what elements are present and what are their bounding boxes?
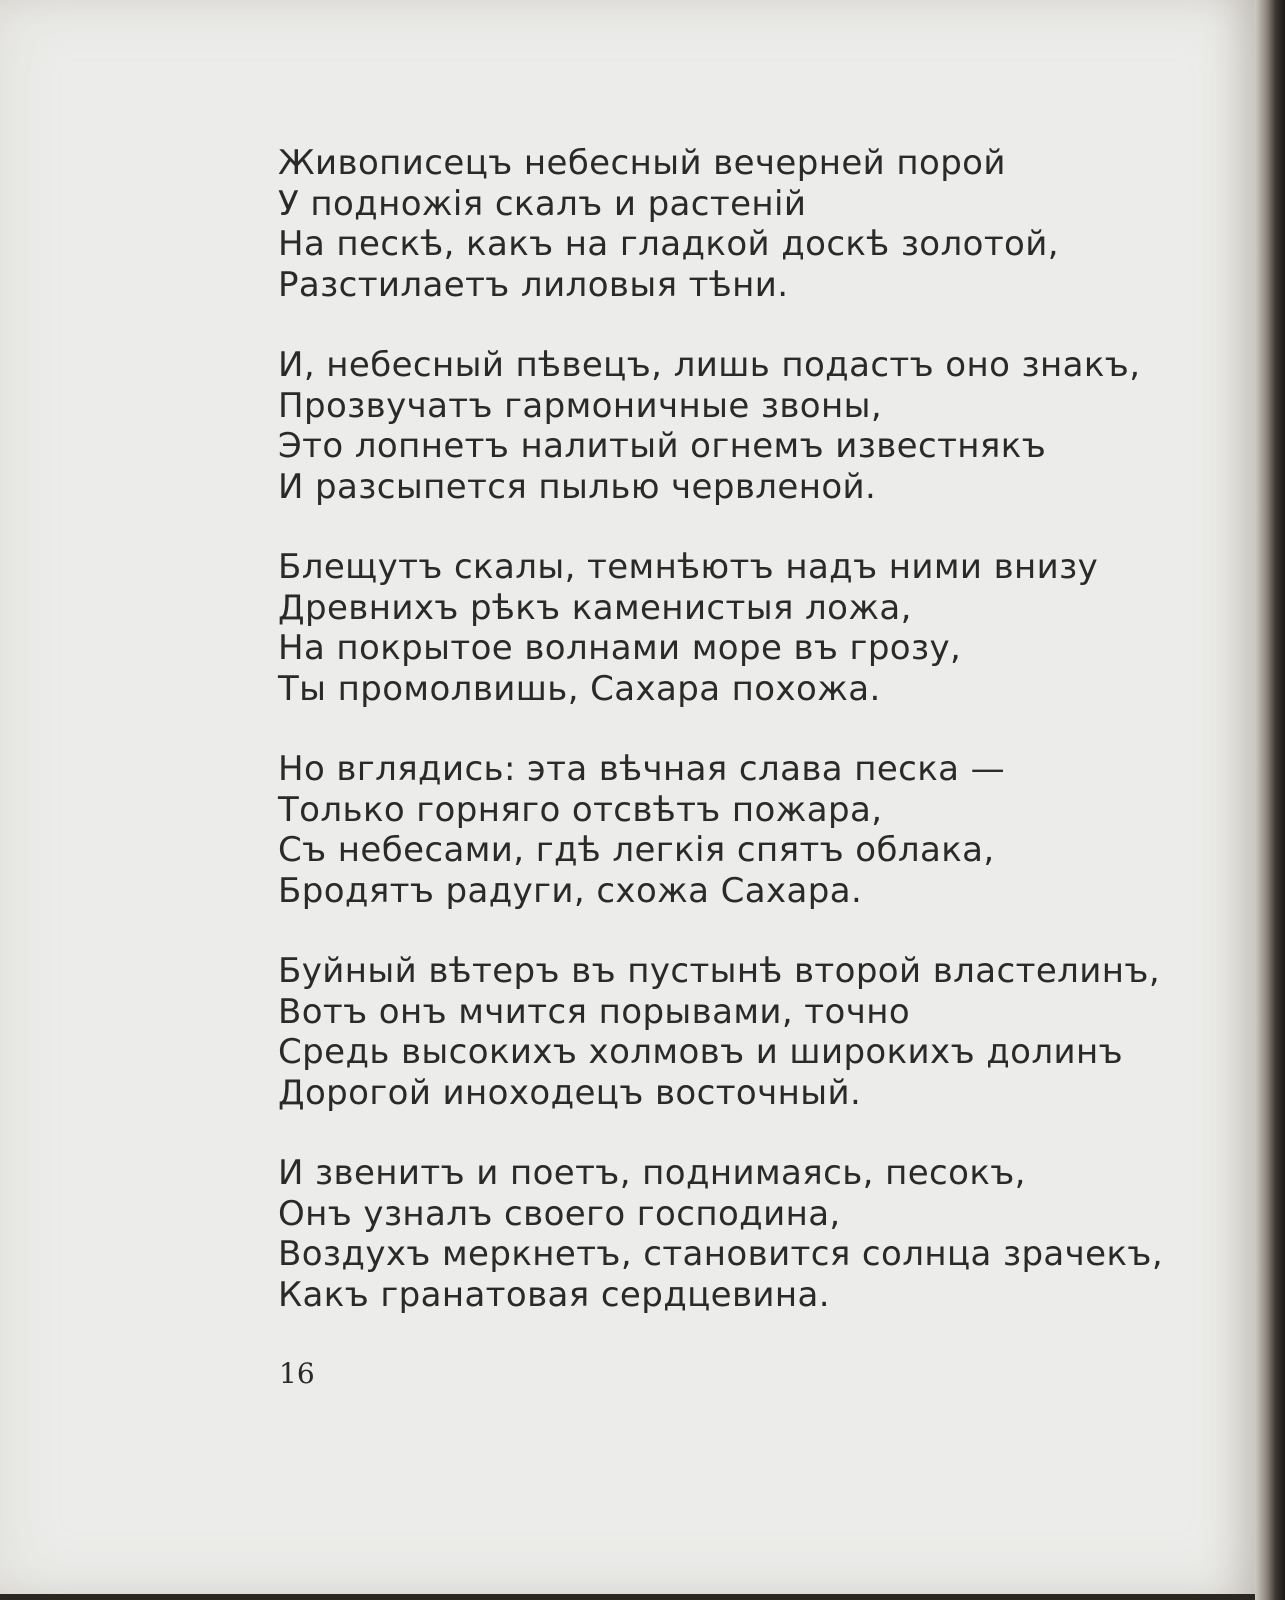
poem-line: Живописецъ небесный вечерней порой — [278, 143, 1006, 183]
poem-line: И звенитъ и поетъ, поднимаясь, песокъ, — [278, 1153, 1026, 1193]
poem-line: Дорогой иноходецъ восточный. — [278, 1072, 862, 1113]
poem-line: Бродятъ радуги, схожа Сахара. — [278, 870, 863, 911]
stanza — [278, 143, 1178, 305]
poem-line: Блещутъ скалы, темнѣютъ надъ ними внизу — [278, 547, 1099, 587]
poem-line: На покрытое волнами море въ грозу, — [278, 628, 962, 668]
poem-line: Съ небесами, гдѣ легкія спятъ облака, — [278, 830, 995, 870]
poem-line: Какъ гранатовая сердцевина. — [278, 1274, 830, 1315]
stanza — [278, 1153, 1178, 1315]
poem-line: Средь высокихъ холмовъ и широкихъ долинъ — [278, 1032, 1123, 1072]
poem-line: Воздухъ меркнетъ, становится солнца зрачекъ, — [278, 1234, 1164, 1274]
stanza — [278, 749, 1178, 911]
poem — [278, 143, 1178, 1355]
poem-line: Древнихъ рѣкъ каменистыя ложа, — [278, 587, 912, 628]
stanza — [278, 951, 1178, 1113]
poem-line: Буйный вѣтеръ въ пустынѣ второй властелинъ, — [278, 951, 1161, 991]
poem-line: Это лопнетъ налитый огнемъ известнякъ — [278, 426, 1047, 466]
poem-line: И, небесный пѣвецъ, лишь подастъ оно знакъ, — [278, 345, 1141, 385]
poem-line: Ты промолвишь, Сахара похожа. — [278, 668, 881, 709]
poem-line: На пескѣ, какъ на гладкой доскѣ золотой, — [278, 224, 1059, 264]
poem-line: Вотъ онъ мчится порывами, точно — [278, 991, 911, 1032]
poem-line: Онъ узналъ своего господина, — [278, 1193, 841, 1234]
poem-line: И разсыпется пылью червленой. — [278, 466, 877, 507]
poem-line: Но вглядись: эта вѣчная слава песка — — [278, 749, 1006, 789]
page-number: 16 — [279, 1357, 315, 1390]
poem-line: У подножія скалъ и растеній — [278, 183, 807, 224]
stanza — [278, 547, 1178, 709]
poem-line: Разстилаетъ лиловыя тѣни. — [278, 264, 789, 305]
poem-line: Прозвучатъ гармоничные звоны, — [278, 385, 883, 426]
book-edge — [1255, 0, 1285, 1600]
stanza — [278, 345, 1178, 507]
poem-line: Только горняго отсвѣтъ пожара, — [278, 789, 883, 830]
